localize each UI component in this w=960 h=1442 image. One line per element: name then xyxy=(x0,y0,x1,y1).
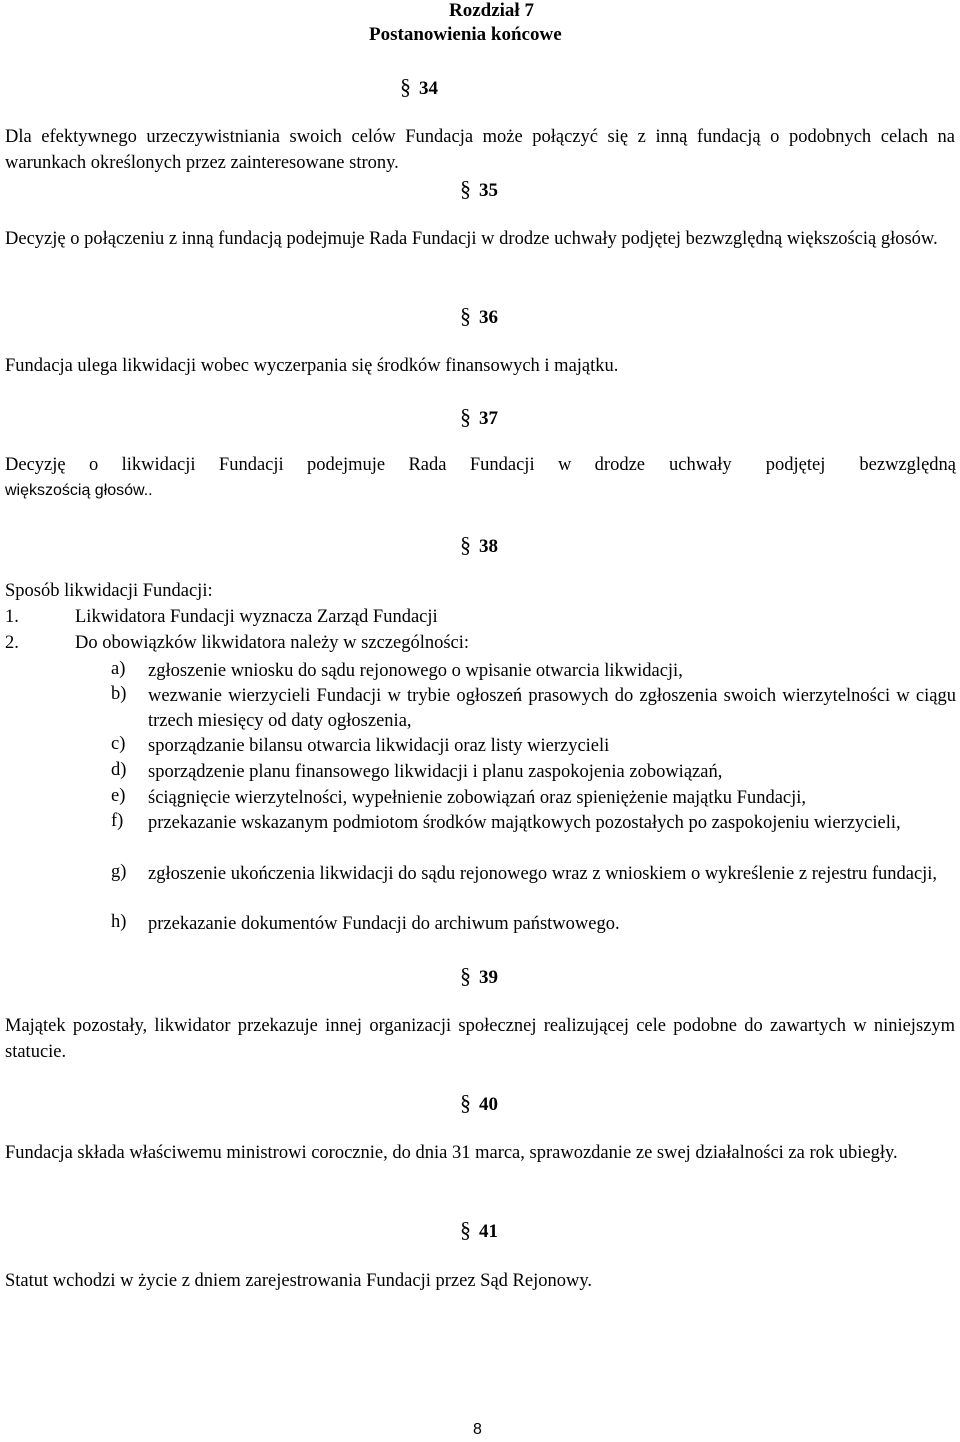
subitem-text: przekazanie dokumentów Fundacji do archiwum państwowego. xyxy=(148,914,620,934)
section-symbol: § xyxy=(460,1090,471,1115)
subitem-text: zgłoszenie ukończenia likwidacji do sądu rejonowego wraz z wnioskiem o wykreślenie z rejestru fundacji, xyxy=(148,864,938,884)
list-item-number: 1. xyxy=(5,607,19,627)
subitem-text: sporządzenie planu finansowego likwidacji i planu zaspokojenia zobowiązań, xyxy=(148,762,723,782)
section-number: 38 xyxy=(479,536,498,557)
subitem-text: sporządzanie bilansu otwarcia likwidacji oraz listy wierzycieli xyxy=(148,736,610,756)
section-number: 39 xyxy=(479,967,498,988)
section-text-37-line2: większością głosów.. xyxy=(5,482,153,499)
subitem-label: f) xyxy=(111,811,124,831)
subitem-label: b) xyxy=(111,684,127,704)
section-text-35: Decyzję o połączeniu z inną fundacją podejmuje Rada Fundacji w drodze uchwały podjętej bezwzględną większością głosów. xyxy=(5,229,938,249)
section-number: 37 xyxy=(479,408,498,429)
section-symbol: § xyxy=(460,532,471,557)
section-heading-38 xyxy=(460,532,498,558)
section-text-39: Majątek pozostały, likwidator przekazuje innej organizacji społecznej realizującej cele podobne do zawartych w niniejszym statucie. xyxy=(5,1016,955,1062)
subitem-label: c) xyxy=(111,734,126,754)
section-number: 35 xyxy=(479,180,498,201)
section-text-37-right: uchwały podjętej bezwzględną xyxy=(669,455,956,475)
section-text-41: Statut wchodzi w życie z dniem zarejestrowania Fundacji przez Sąd Rejonowy. xyxy=(5,1271,593,1291)
subitem-label: g) xyxy=(111,862,127,882)
section-symbol: § xyxy=(400,74,411,99)
section-symbol: § xyxy=(460,176,471,201)
section-text-37-left: Decyzję o likwidacji Fundacji podejmuje Rada Fundacji w drodze xyxy=(5,455,645,475)
section-symbol: § xyxy=(460,963,471,988)
section-heading-35 xyxy=(460,176,498,202)
list-item-text: Do obowiązków likwidatora należy w szczególności: xyxy=(75,633,470,653)
subitem-label: e) xyxy=(111,786,126,806)
section-heading-39 xyxy=(460,963,498,989)
section-heading-34 xyxy=(400,74,438,100)
subitem-text: wezwanie wierzycieli Fundacji w trybie ogłoszeń prasowych do zgłoszenia swoich wierzytelności w ciągu trzech miesięcy od daty ogłoszenia, xyxy=(148,686,956,731)
list-item-number: 2. xyxy=(5,633,19,653)
section-text-36: Fundacja ulega likwidacji wobec wyczerpania się środków finansowych i majątku. xyxy=(5,356,619,376)
section-heading-40 xyxy=(460,1090,498,1116)
subitem-text: przekazanie wskazanym podmiotom środków majątkowych pozostałych po zaspokojeniu wierzycieli, xyxy=(148,813,901,833)
section-number: 36 xyxy=(479,307,498,328)
page-number: 8 xyxy=(473,1421,482,1438)
section-symbol: § xyxy=(460,1217,471,1242)
section-heading-41 xyxy=(460,1217,498,1243)
section-heading-37 xyxy=(460,404,498,430)
subitem-label: a) xyxy=(111,659,126,679)
section-number: 40 xyxy=(479,1094,498,1115)
liquidation-intro: Sposób likwidacji Fundacji: xyxy=(5,581,213,601)
section-symbol: § xyxy=(460,404,471,429)
section-symbol: § xyxy=(460,303,471,328)
section-heading-36 xyxy=(460,303,498,329)
section-number: 34 xyxy=(419,78,438,99)
subitem-text: zgłoszenie wniosku do sądu rejonowego o wpisanie otwarcia likwidacji, xyxy=(148,661,683,681)
list-item-text: Likwidatora Fundacji wyznacza Zarząd Fundacji xyxy=(75,607,438,627)
subitem-label: d) xyxy=(111,760,127,780)
chapter-title: Rozdział 7 xyxy=(449,0,534,21)
section-number: 41 xyxy=(479,1221,498,1242)
subitem-text: ściągnięcie wierzytelności, wypełnienie zobowiązań oraz spieniężenie majątku Fundacji, xyxy=(148,788,807,808)
subitem-label: h) xyxy=(111,912,127,932)
section-text-34: Dla efektywnego urzeczywistniania swoich celów Fundacja może połączyć się z inną fundacją o podobnych celach na warunkach określonych przez zainteresowane strony. xyxy=(5,127,955,173)
chapter-subtitle: Postanowienia końcowe xyxy=(369,24,562,45)
section-text-40: Fundacja składa właściwemu ministrowi corocznie, do dnia 31 marca, sprawozdanie ze swej działalności za rok ubiegły. xyxy=(5,1143,898,1163)
